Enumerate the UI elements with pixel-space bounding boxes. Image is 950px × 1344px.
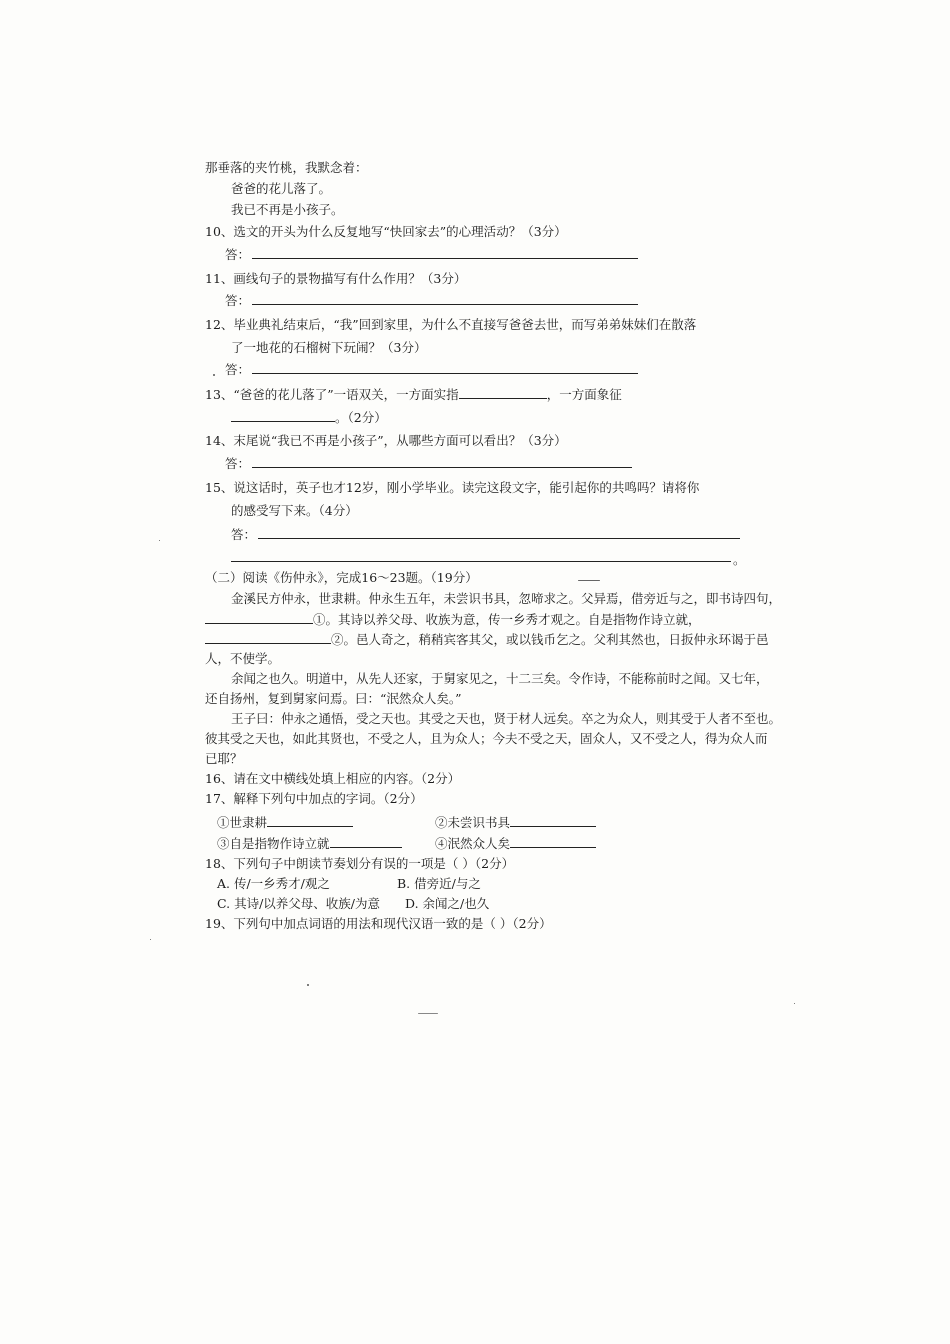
answer-label: 答：	[225, 293, 251, 308]
blank-13b[interactable]	[231, 409, 335, 422]
option-c[interactable]: C. 其诗/以养父母、收族/为意	[217, 896, 380, 911]
answer-label: 答：	[225, 247, 251, 262]
answer-line-10[interactable]	[252, 258, 638, 259]
passage-line	[205, 611, 701, 628]
passage-line: 人，不使学。	[205, 651, 281, 666]
question-13-part-2: ，一方面象征	[546, 387, 622, 402]
option-b[interactable]: B. 借旁近/与之	[397, 876, 481, 891]
poem-line: 爸爸的花儿落了。	[231, 181, 332, 196]
answer-line-14[interactable]	[252, 467, 632, 468]
speck	[159, 540, 160, 541]
passage-line: 已耶？	[205, 751, 243, 766]
passage-text: ①。其诗以养父母、收族为意，传一乡秀才观之。自是指物作诗立就，	[313, 612, 701, 627]
question-19: 19、下列句中加点词语的用法和现代汉语一致的是（ ）（2分）	[205, 916, 552, 931]
poem-line: 我已不再是小孩子。	[231, 202, 344, 217]
passage-line: 还自扬州，复到舅家问焉。曰：“泯然众人矣。”	[205, 691, 462, 706]
question-13-line-1	[205, 386, 622, 403]
q17-item-label: ②未尝识书具	[435, 815, 511, 830]
q17-blank-1[interactable]	[267, 814, 353, 827]
question-12-line-2: 了一地花的石榴树下玩闹？（3分）	[231, 340, 427, 355]
answer-line-15b[interactable]	[231, 561, 731, 562]
passage-line: 王子曰：仲永之通悟，受之天也。其受之天也，贤于材人远矣。卒之为众人，则其受于人者不至也。	[231, 711, 782, 726]
q17-item-label: ①世隶耕	[217, 815, 268, 830]
blank-13a[interactable]	[459, 386, 547, 399]
question-12-line-1: 12、毕业典礼结束后，“我”回到家里，为什么不直接写爸爸去世，而写弟弟妹妹们在散落	[205, 317, 697, 332]
question-15-line-1: 15、说这话时，英子也才12岁，刚小学毕业。读完这段文字，能引起你的共鸣吗？请将你	[205, 480, 700, 495]
passage-line: 金溪民方仲永，世隶耕。仲永生五年，未尝识书具，忽啼求之。父异焉，借旁近与之，即书诗四句，	[231, 591, 782, 606]
q17-item-label: ③自是指物作诗立就	[217, 836, 330, 851]
end-mark: 。	[733, 552, 746, 567]
answer-label: 答：	[225, 362, 251, 377]
poem-line: 那垂落的夹竹桃，我默念着：	[205, 160, 368, 175]
question-16: 16、请在文中横线处填上相应的内容。（2分）	[205, 771, 461, 786]
speck	[794, 1003, 795, 1004]
answer-line-11[interactable]	[252, 304, 638, 305]
answer-line-12[interactable]	[252, 373, 638, 374]
passage-line: 余闻之也久。明道中，从先人还家，于舅家见之，十二三矣。令作诗，不能称前时之闻。又七年，	[231, 671, 769, 686]
q17-item-4	[435, 835, 596, 852]
question-13-part-1: 13、“爸爸的花儿落了”一语双关，一方面实指	[205, 387, 459, 402]
blank-16-2[interactable]	[205, 631, 331, 644]
question-18: 18、下列句子中朗读节奏划分有误的一项是（ ）（2分）	[205, 856, 515, 871]
passage-text: ②。邑人奇之，稍稍宾客其父，或以钱币乞之。父利其然也，日扳仲永环谒于邑	[331, 632, 769, 647]
question-10: 10、选文的开头为什么反复地写“快回家去”的心理活动？（3分）	[205, 224, 567, 239]
question-14: 14、末尾说“我已不再是小孩子”，从哪些方面可以看出？（3分）	[205, 433, 567, 448]
q17-blank-3[interactable]	[330, 835, 402, 848]
answer-label: 答：	[225, 456, 251, 471]
q17-item-2	[435, 814, 596, 831]
scan-mark	[578, 580, 600, 581]
speck	[150, 939, 151, 940]
speck	[307, 984, 309, 986]
scan-mark	[418, 1013, 438, 1014]
question-17: 17、解释下列句中加点的字词。（2分）	[205, 791, 423, 806]
q17-blank-4[interactable]	[510, 835, 596, 848]
q17-item-3	[217, 835, 402, 852]
answer-line-15a[interactable]	[258, 538, 740, 539]
question-11: 11、画线句子的景物描写有什么作用？（3分）	[205, 271, 467, 286]
option-a[interactable]: A. 传/一乡秀才/观之	[217, 876, 330, 891]
q17-item-1	[217, 814, 353, 831]
q17-item-label: ④泯然众人矣	[435, 836, 511, 851]
passage-line: 彼其受之天也，如此其贤也，不受之人，且为众人；今夫不受之天，固众人，又不受之人，得为众人而	[205, 731, 768, 746]
question-13-part-3: 。（2分）	[335, 410, 387, 425]
blank-16-1[interactable]	[205, 611, 313, 624]
passage-line	[205, 631, 769, 648]
question-15-line-2: 的感受写下来。（4分）	[231, 503, 358, 518]
question-13-line-2	[231, 409, 387, 426]
section-2-heading: （二）阅读《伤仲永》，完成16～23题。（19分）	[205, 570, 478, 585]
option-d[interactable]: D. 余闻之/也久	[405, 896, 490, 911]
q17-blank-2[interactable]	[510, 814, 596, 827]
answer-label: 答：	[231, 527, 257, 542]
speck	[213, 374, 215, 376]
